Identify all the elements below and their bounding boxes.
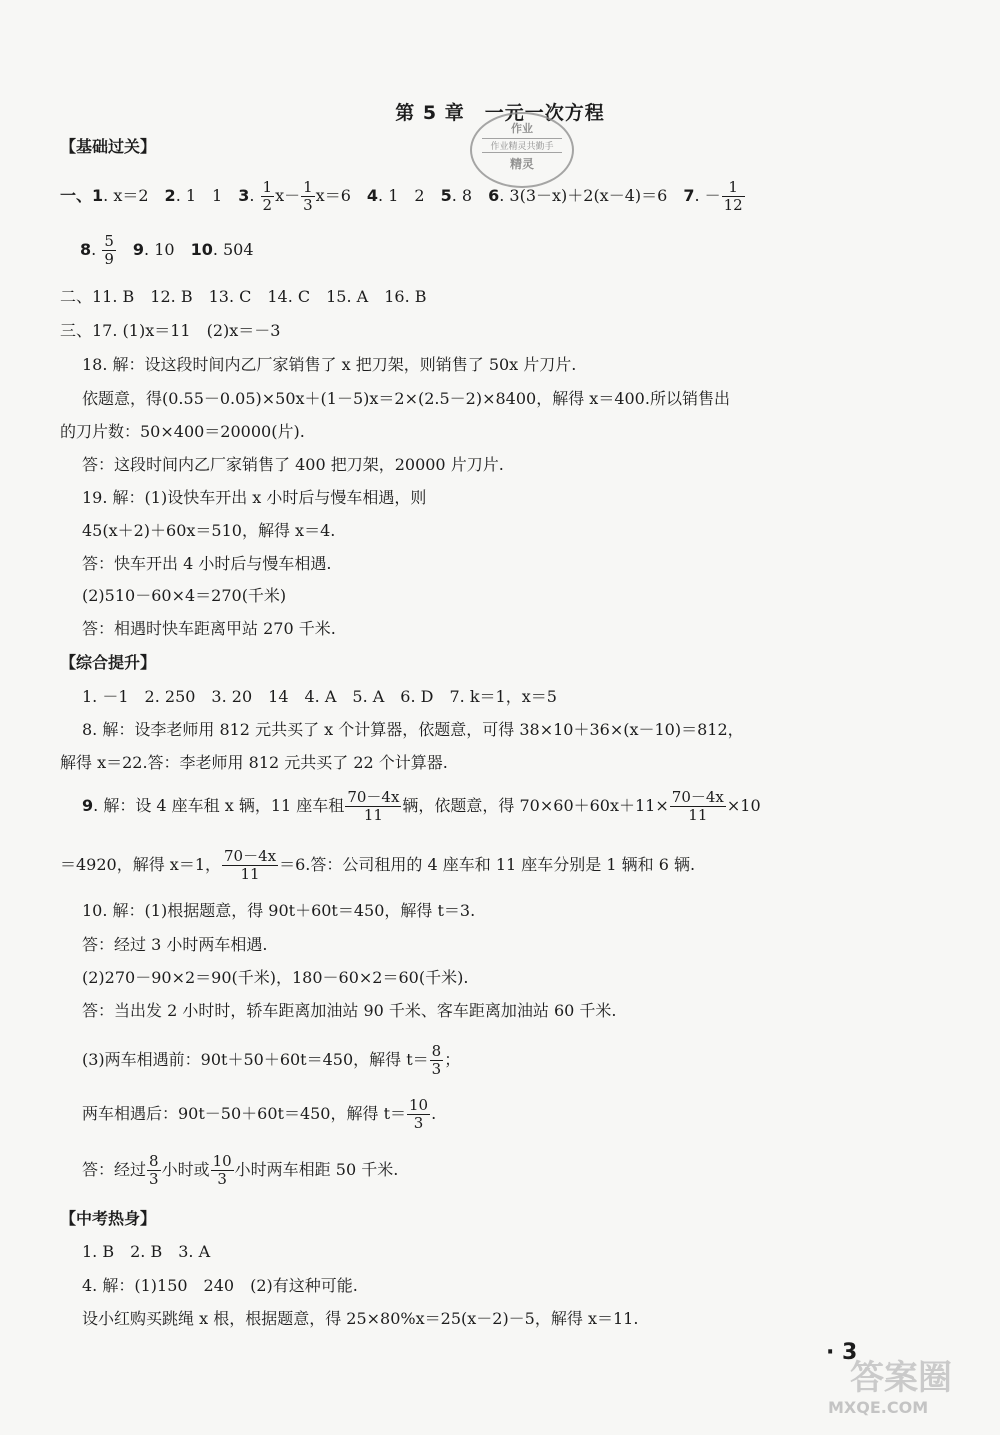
numerator: 70－4x bbox=[347, 788, 400, 806]
comp-answer-line-11 bbox=[82, 1094, 436, 1134]
answer-text: . 1 2 bbox=[378, 186, 441, 205]
comp-answer-line-8: (2)270－90×2＝90(千米)，180－60×2＝60(千米). bbox=[82, 968, 469, 987]
basic-answer-line-1 bbox=[60, 176, 746, 216]
comp-answer-line-4 bbox=[82, 786, 761, 826]
answer-text: ＝4920，解得 x＝1， bbox=[60, 855, 222, 874]
answer-text: . x＝2 bbox=[103, 186, 165, 205]
answer-text: 小时两车相距 50 千米. bbox=[234, 1160, 399, 1179]
fraction bbox=[430, 1043, 444, 1078]
fraction bbox=[261, 179, 275, 214]
denominator: 3 bbox=[413, 1114, 424, 1132]
numerator: 5 bbox=[104, 232, 114, 250]
comp-answer-line-10 bbox=[82, 1040, 460, 1080]
answer-text: 小时或 bbox=[161, 1160, 210, 1179]
answer-text: . 1 1 bbox=[175, 186, 239, 205]
exam-answer-line-3: 设小红购买跳绳 x 根，根据题意，得 25×80%x＝25(x－2)－5，解得 x＝11. bbox=[82, 1309, 639, 1328]
question-number: 10 bbox=[190, 240, 213, 259]
basic-answer-line-2 bbox=[80, 230, 254, 270]
basic-answer-line-12: (2)510－60×4＝270(千米) bbox=[82, 586, 287, 605]
answer-text: . 8 bbox=[451, 186, 489, 205]
comp-answer-line-7: 答：经过 3 小时两车相遇. bbox=[82, 935, 268, 954]
numerator: 10 bbox=[212, 1152, 232, 1170]
comp-answer-line-6: 10. 解：(1)根据题意，得 90t＋60t＝450，解得 t＝3. bbox=[82, 901, 476, 920]
denominator: 9 bbox=[104, 250, 114, 268]
denominator: 11 bbox=[363, 806, 383, 824]
basic-answer-line-9: 19. 解：(1)设快车开出 x 小时后与慢车相遇，则 bbox=[82, 488, 427, 507]
fraction bbox=[301, 179, 315, 214]
basic-answer-line-10: 45(x＋2)＋60x＝510，解得 x＝4. bbox=[82, 521, 336, 540]
answer-text: ＝6.答：公司租用的 4 座车和 11 座车分别是 1 辆和 6 辆. bbox=[279, 855, 696, 874]
answer-text: . 504 bbox=[212, 240, 254, 259]
numerator: 1 bbox=[303, 178, 313, 196]
stamp-text-3: 精灵 bbox=[509, 157, 534, 171]
numerator: 70－4x bbox=[671, 788, 724, 806]
section-heading-basic: 【基础过关】 bbox=[60, 137, 157, 156]
fraction bbox=[211, 1153, 234, 1188]
numerator: 1 bbox=[722, 179, 745, 197]
section-heading-exam: 【中考热身】 bbox=[60, 1209, 157, 1228]
question-number: 5 bbox=[440, 186, 452, 205]
denominator: 3 bbox=[303, 196, 313, 214]
fraction bbox=[407, 1097, 430, 1132]
question-number: 9 bbox=[82, 796, 94, 815]
comp-answer-line-1: 1. －1 2. 250 3. 20 14 4. A 5. A 6. D 7. k＝1，x＝5 bbox=[82, 687, 557, 706]
comp-answer-line-2: 8. 解：设李老师用 812 元共买了 x 个计算器，依题意，可得 38×10＋36×(x－10)＝812， bbox=[82, 720, 744, 739]
basic-answer-line-3: 二、11. B 12. B 13. C 14. C 15. A 16. B bbox=[60, 287, 427, 306]
fraction bbox=[147, 1153, 161, 1188]
exam-answer-line-2: 4. 解：(1)150 240 (2)有这种可能. bbox=[82, 1276, 358, 1295]
answer-text: 答：经过 bbox=[82, 1160, 147, 1179]
chapter-title: 第 5 章 一元一次方程 bbox=[395, 102, 605, 124]
numerator: 10 bbox=[409, 1096, 429, 1114]
page-number: · 3 bbox=[826, 1340, 858, 1365]
question-number: 2 bbox=[164, 186, 176, 205]
denominator: 3 bbox=[149, 1170, 159, 1188]
question-number: 4 bbox=[366, 186, 379, 205]
answer-text: 两车相遇后：90t－50＋60t＝450，解得 t＝ bbox=[82, 1104, 406, 1123]
question-number: 3 bbox=[238, 186, 250, 205]
basic-answer-line-6: 依题意，得(0.55－0.05)×50x＋(1－5)x＝2×(2.5－2)×8400，解得 x＝400.所以销售出 bbox=[82, 389, 730, 408]
question-number: 1 bbox=[92, 186, 104, 205]
question-number: 7 bbox=[683, 186, 695, 205]
answer-text: . bbox=[91, 240, 102, 259]
denominator: 11 bbox=[240, 865, 260, 883]
answer-text: . 10 bbox=[144, 240, 191, 259]
basic-answer-line-11: 答：快车开出 4 小时后与慢车相遇. bbox=[82, 554, 332, 573]
answer-text: . bbox=[249, 186, 260, 205]
fraction bbox=[222, 848, 278, 883]
basic-answer-line-7: 的刀片数：50×400＝20000(片). bbox=[60, 422, 305, 441]
answer-text: (3)两车相遇前：90t＋50＋60t＝450，解得 t＝ bbox=[82, 1050, 429, 1069]
comp-answer-line-5 bbox=[60, 845, 695, 885]
denominator: 12 bbox=[723, 196, 743, 214]
question-number: 6 bbox=[488, 186, 500, 205]
answer-text: . 3(3－x)＋2(x－4)＝6 bbox=[499, 186, 684, 205]
part-label: 一、 bbox=[60, 186, 93, 205]
comp-answer-line-12 bbox=[82, 1150, 398, 1190]
answer-text: ； bbox=[444, 1050, 461, 1069]
denominator: 3 bbox=[431, 1060, 442, 1078]
denominator: 2 bbox=[262, 196, 273, 214]
watermark-url: MXQE.COM bbox=[828, 1398, 929, 1417]
answer-text: . 解：设 4 座车租 x 辆，11 座车租 bbox=[93, 796, 345, 815]
answer-text bbox=[117, 240, 133, 259]
denominator: 11 bbox=[688, 806, 708, 824]
basic-answer-line-13: 答：相遇时快车距离甲站 270 千米. bbox=[82, 619, 336, 638]
basic-answer-line-4: 三、17. (1)x＝11 (2)x＝－3 bbox=[60, 321, 281, 340]
fraction bbox=[102, 233, 116, 268]
numerator: 8 bbox=[149, 1152, 159, 1170]
fraction bbox=[722, 179, 745, 214]
numerator: 8 bbox=[431, 1042, 442, 1060]
fraction bbox=[345, 789, 401, 824]
stamp-text-2: 作业精灵共勤手 bbox=[482, 138, 562, 153]
answer-text: ×10 bbox=[726, 796, 761, 815]
stamp-text-1: 作业 bbox=[511, 122, 533, 135]
answer-text: . － bbox=[694, 186, 721, 205]
comp-answer-line-9: 答：当出发 2 小时时，轿车距离加油站 90 千米、客车距离加油站 60 千米. bbox=[82, 1001, 617, 1020]
answer-text: 辆，依题意，得 70×60＋60x＋11× bbox=[402, 796, 669, 815]
question-number: 8 bbox=[80, 240, 92, 259]
denominator: 3 bbox=[217, 1170, 227, 1188]
watermark-logo: 答案圈 bbox=[850, 1358, 952, 1398]
answer-text: x＝6 bbox=[315, 186, 367, 205]
answer-text: x－ bbox=[275, 186, 301, 205]
question-number: 9 bbox=[132, 240, 145, 259]
section-heading-comprehensive: 【综合提升】 bbox=[60, 653, 157, 672]
numerator: 70－4x bbox=[224, 847, 277, 865]
fraction bbox=[670, 789, 726, 824]
exam-answer-line-1: 1. B 2. B 3. A bbox=[82, 1242, 211, 1261]
basic-answer-line-8: 答：这段时间内乙厂家销售了 400 把刀架，20000 片刀片. bbox=[82, 455, 504, 474]
comp-answer-line-3: 解得 x＝22.答：李老师用 812 元共买了 22 个计算器. bbox=[60, 753, 448, 772]
basic-answer-line-5: 18. 解：设这段时间内乙厂家销售了 x 把刀架，则销售了 50x 片刀片. bbox=[82, 355, 577, 374]
answer-text: . bbox=[431, 1104, 437, 1123]
numerator: 1 bbox=[262, 178, 273, 196]
